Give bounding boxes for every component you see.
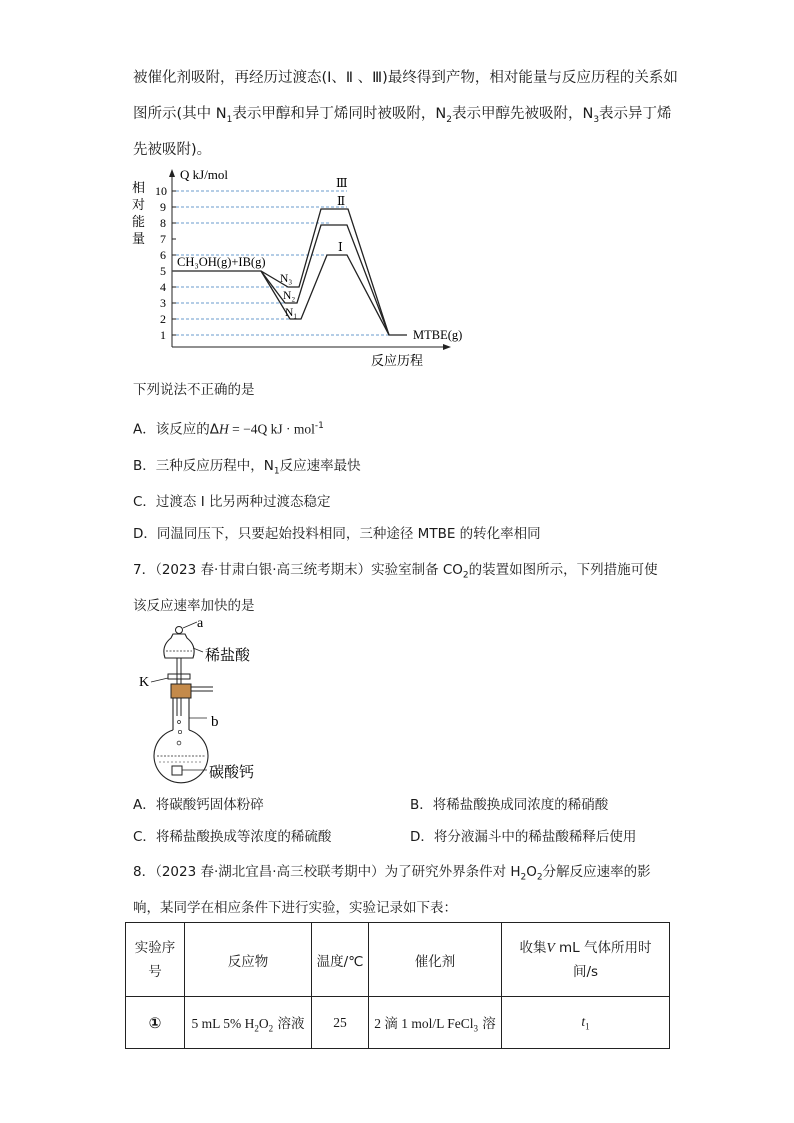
ts-II-label: Ⅱ xyxy=(337,194,346,208)
label-k: K xyxy=(139,675,150,690)
enthalpy-symbol: H xyxy=(218,421,229,437)
header-text: 间/s xyxy=(572,963,599,980)
cell-text: 2 滴 1 mol/L FeCl xyxy=(374,1015,474,1031)
label-calcium-carbonate: 碳酸钙 xyxy=(209,763,255,781)
y-label-char: 量 xyxy=(132,232,146,247)
subscript: 2 xyxy=(254,1023,259,1034)
intro-line-1: 被催化剂吸附，再经历过渡态(Ⅰ、Ⅱ 、Ⅲ)最终得到产物，相对能量与反应历程的关系如 xyxy=(133,70,678,86)
intro-text: 图所示(其中 N xyxy=(133,106,227,122)
header-text: 收集 xyxy=(519,939,547,956)
y-label-char: 能 xyxy=(132,215,146,230)
option-text: B．三种反应历程中，N xyxy=(133,458,274,474)
y-tick-label: 3 xyxy=(160,296,166,310)
subscript: 2 xyxy=(446,114,452,125)
header-reactant: 反应物 xyxy=(185,923,312,997)
q7-option-d[interactable]: D．将分液漏斗中的稀盐酸稀释后使用 xyxy=(410,829,637,845)
q8-stem-line-2: 响，某同学在相应条件下进行实验，实验记录如下表： xyxy=(133,900,457,916)
q6-stem: 下列说法不正确的是 xyxy=(133,382,255,398)
co2-apparatus-diagram xyxy=(135,618,285,783)
bubble xyxy=(178,730,181,733)
option-text: 反应速率最快 xyxy=(279,458,361,474)
stem-text: 的装置如图所示，下列措施可使 xyxy=(468,562,658,578)
stem-text: O xyxy=(526,864,537,880)
y-tick-label: 2 xyxy=(160,312,166,326)
intro-line-2 xyxy=(133,104,672,130)
y-axis-label xyxy=(132,180,145,247)
subscript: 1 xyxy=(273,466,280,477)
header-temperature: 温度/℃ xyxy=(312,923,369,997)
stem-text: 分解反应速率的影 xyxy=(542,864,651,880)
cell-text: 溶 xyxy=(477,1015,496,1032)
q7-option-a[interactable]: A．将碳酸钙固体粉碎 xyxy=(133,797,264,813)
subscript: 3 xyxy=(473,1023,478,1034)
y-tick-label: 5 xyxy=(160,264,166,278)
y-axis-arrow xyxy=(169,169,175,177)
y-tick-label: 6 xyxy=(160,248,166,262)
ts-III-label: Ⅲ xyxy=(336,176,348,190)
bubble xyxy=(178,721,181,724)
y-tick-label: 9 xyxy=(160,200,166,214)
header-collection-time xyxy=(502,923,670,997)
reactant-label: CH₃OH(g)+IB(g) xyxy=(177,255,266,269)
cell-text: 溶液 xyxy=(273,1015,305,1032)
header-text: 实验序 xyxy=(134,939,176,956)
q6-option-c[interactable]: C．过渡态 Ⅰ 比另两种过渡态稳定 xyxy=(133,494,331,510)
y-tick-label: 10 xyxy=(155,184,167,198)
q7-stem-line-2: 该反应速率加快的是 xyxy=(133,598,255,614)
calcium-carbonate-solid xyxy=(172,766,182,775)
superscript: -1 xyxy=(314,421,324,431)
subscript: 1 xyxy=(226,114,233,125)
intermediate-N1-label: N₁ xyxy=(285,307,298,319)
cell-temperature: 25 xyxy=(312,997,369,1049)
x-axis-arrow xyxy=(443,344,451,350)
energy-profile-diagram xyxy=(125,165,463,370)
label-dilute-hcl: 稀盐酸 xyxy=(205,646,251,664)
option-text: A．该反应的Δ xyxy=(133,421,219,438)
q7-option-b[interactable]: B．将稀盐酸换成同浓度的稀硝酸 xyxy=(410,797,609,813)
stem-text: 8．（2023 春·湖北宜昌·高三校联考期中）为了研究外界条件对 H xyxy=(133,864,521,880)
pathway-I xyxy=(261,255,389,335)
y-tick-label: 8 xyxy=(160,216,166,230)
q7-option-c[interactable]: C．将稀盐酸换成等浓度的稀硫酸 xyxy=(133,829,332,845)
cell-text: 5 mL 5% H xyxy=(191,1015,255,1031)
ts-I-label: Ⅰ xyxy=(338,240,343,254)
y-label-char: 相 xyxy=(132,181,146,196)
intro-text: 表示甲醇和异丁烯同时被吸附，N xyxy=(232,106,447,122)
leader-line-k xyxy=(151,678,168,682)
q8-stem-line-1 xyxy=(133,862,651,888)
y-tick-label: 7 xyxy=(160,232,166,246)
subscript: 2 xyxy=(462,570,469,581)
funnel-stopper xyxy=(176,627,183,634)
header-text: 号 xyxy=(148,963,162,980)
leader-line-a xyxy=(183,622,197,628)
q6-option-a[interactable] xyxy=(133,416,324,440)
option-text: = −4Q kJ · mol xyxy=(228,421,315,437)
subscript: 1 xyxy=(585,1021,590,1032)
y-tick-label: 1 xyxy=(160,328,166,342)
time-symbol: t xyxy=(581,1013,586,1029)
intro-text: 表示甲醇先被吸附，N xyxy=(451,106,594,122)
bubble xyxy=(177,741,181,745)
q6-option-b[interactable] xyxy=(133,456,361,482)
subscript: 2 xyxy=(520,872,527,883)
intro-text: 表示异丁烯 xyxy=(599,106,672,122)
header-experiment-no xyxy=(126,923,185,997)
intermediate-N2-label: N₂ xyxy=(283,290,296,302)
table-row xyxy=(126,997,670,1049)
subscript: 2 xyxy=(268,1023,274,1034)
cell-catalyst xyxy=(369,997,502,1049)
rubber-stopper xyxy=(171,684,191,698)
q7-stem-line-1 xyxy=(133,560,658,586)
label-a: a xyxy=(197,616,204,631)
volume-symbol: V xyxy=(546,939,555,955)
header-text: mL 气体所用时 xyxy=(554,939,652,956)
label-b: b xyxy=(211,714,219,730)
cell-time xyxy=(502,997,670,1049)
cell-text: O xyxy=(258,1015,269,1031)
subscript: 2 xyxy=(536,872,543,883)
stem-text: 7．（2023 春·甘肃白银·高三统考期末）实验室制备 CO xyxy=(133,562,463,578)
y-unit-label: Q kJ/mol xyxy=(180,167,229,182)
y-tick-label: 4 xyxy=(160,280,166,294)
x-axis-label: 反应历程 xyxy=(371,354,424,369)
separatory-funnel xyxy=(164,634,194,658)
table-header-row xyxy=(126,923,670,997)
cell-experiment-no: ① xyxy=(126,997,185,1049)
header-catalyst: 催化剂 xyxy=(369,923,502,997)
experiment-table xyxy=(125,922,670,1049)
cell-reactant xyxy=(185,997,312,1049)
intermediate-N3-label: N₃ xyxy=(280,273,293,285)
y-label-char: 对 xyxy=(132,198,146,213)
q6-option-d[interactable]: D．同温同压下，只要起始投料相同，三种途径 MTBE 的转化率相同 xyxy=(133,526,541,542)
intro-line-3: 先被吸附)。 xyxy=(133,142,212,158)
product-label: MTBE(g) xyxy=(413,328,463,342)
subscript: 3 xyxy=(593,114,600,125)
y-ticks xyxy=(155,184,176,342)
stopcock-k xyxy=(168,674,190,679)
